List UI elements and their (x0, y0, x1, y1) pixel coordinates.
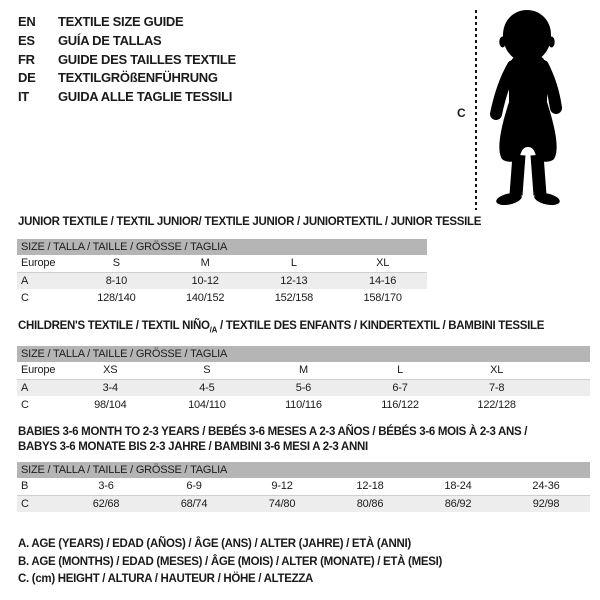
row-label: C (21, 398, 29, 411)
children-title-post: / TEXTILE DES ENFANTS / KINDERTEXTIL / BAMBINI TESSILE (217, 320, 545, 332)
table-cell: 158/170 (363, 291, 402, 304)
size-header-bar: SIZE / TALLA / TAILLE / GRÖSSE / TAGLIA (17, 462, 590, 478)
height-measure-dotted-line (475, 10, 477, 210)
language-row-es (18, 32, 236, 51)
table-cell: S (72, 255, 161, 272)
table-cell: 9-12 (238, 478, 326, 495)
table-cell: 122/128 (477, 398, 516, 411)
table-cell: 12-18 (326, 478, 414, 495)
language-code: ES (18, 32, 35, 48)
table-cell: 104/110 (188, 398, 226, 411)
size-header-bar: SIZE / TALLA / TAILLE / GRÖSSE / TAGLIA (17, 239, 427, 255)
size-header-bar: SIZE / TALLA / TAILLE / GRÖSSE / TAGLIA (17, 346, 590, 362)
table-row (17, 272, 427, 289)
language-row-en (18, 13, 236, 32)
junior-table-title: JUNIOR TEXTILE / TEXTIL JUNIOR/ TEXTILE JUNIOR / JUNIORTEXTIL / JUNIOR TESSILE (18, 216, 482, 228)
table-cell: 6-9 (150, 478, 238, 495)
table-cell: 68/74 (150, 495, 238, 512)
language-title: TEXTILGRÖßENFÜHRUNG (58, 70, 218, 86)
filler-cell (545, 362, 590, 379)
table-cell: 110/116 (285, 398, 322, 411)
language-code: IT (18, 89, 29, 105)
row-label: C (17, 495, 62, 512)
table-cell: 12-13 (250, 272, 339, 289)
filler-cell (545, 379, 590, 396)
table-cell: 24-36 (502, 478, 590, 495)
table-cell: 7-8 (448, 379, 545, 396)
babies-title-line1: BABIES 3-6 MONTH TO 2-3 YEARS / BEBÉS 3-6 MESES A 2-3 AÑOS / BÉBÉS 3-6 MOIS À 2-3 ANS / (18, 426, 528, 438)
language-code: EN (18, 14, 36, 29)
baby-silhouette-icon (482, 9, 574, 211)
table-row (17, 478, 590, 495)
table-cell: 98/104 (94, 398, 127, 411)
table-cell: 18-24 (414, 478, 502, 495)
row-label: B (17, 478, 62, 495)
table-cell: 116/122 (381, 398, 419, 411)
footnote-c: C. (cm) HEIGHT / ALTURA / HAUTEUR / HÖHE / ALTEZZA (18, 573, 314, 586)
table-cell: M (255, 362, 352, 379)
table-cell: XL (448, 362, 545, 379)
language-row-fr (18, 51, 236, 70)
language-code: FR (18, 51, 35, 67)
children-size-table (17, 346, 590, 413)
table-cell: 128/140 (97, 291, 136, 304)
table-cell: 152/158 (274, 291, 314, 304)
table-cell: L (352, 362, 449, 379)
language-row-it (18, 88, 236, 107)
language-title: GUIDE DES TAILLES TEXTILE (58, 51, 236, 67)
table-cell: 3-4 (62, 379, 159, 396)
children-table-title (18, 320, 544, 334)
children-title-pre: CHILDREN'S TEXTILE / TEXTIL NIÑO (18, 320, 210, 332)
height-measure-figure (452, 6, 597, 218)
table-cell: 74/80 (238, 495, 326, 512)
table-row (17, 255, 427, 272)
table-cell: XS (62, 362, 159, 379)
language-title-list (18, 13, 236, 107)
table-cell: 5-6 (255, 379, 352, 396)
table-row (17, 379, 590, 396)
language-code: DE (18, 70, 36, 86)
table-cell: 3-6 (62, 478, 150, 495)
row-label: A (17, 272, 72, 289)
table-row (17, 289, 427, 306)
row-label: A (17, 379, 62, 396)
language-title: GUÍA DE TALLAS (58, 32, 162, 48)
table-cell: 14-16 (338, 272, 427, 289)
row-label: Europe (17, 362, 62, 379)
table-cell: L (250, 255, 339, 272)
filler-cell (545, 396, 590, 413)
height-measure-label: C (457, 106, 466, 120)
row-label: C (21, 291, 29, 304)
table-cell: 92/98 (502, 495, 590, 512)
footnotes (18, 536, 442, 589)
children-title-sub: /A (209, 325, 218, 335)
table-cell: 140/152 (185, 291, 225, 304)
table-row (17, 396, 590, 413)
table-cell: M (161, 255, 250, 272)
table-cell: XL (338, 255, 427, 272)
language-title: TEXTILE SIZE GUIDE (58, 14, 184, 29)
babies-size-table (17, 462, 590, 512)
table-cell: 8-10 (72, 272, 161, 289)
table-cell: 86/92 (414, 495, 502, 512)
language-title: GUIDA ALLE TAGLIE TESSILI (58, 89, 233, 105)
table-cell: 62/68 (62, 495, 150, 512)
junior-size-table (17, 239, 427, 306)
table-cell: 80/86 (326, 495, 414, 512)
footnote-b: B. AGE (MONTHS) / EDAD (MESES) / ÂGE (MOIS) / ALTER (MONATE) / ETÀ (MESI) (18, 555, 443, 568)
table-cell: 4-5 (159, 379, 256, 396)
row-label: Europe (17, 255, 72, 272)
table-cell: S (159, 362, 256, 379)
table-row (17, 362, 590, 379)
footnote-a: A. AGE (YEARS) / EDAD (AÑOS) / ÂGE (ANS) / ALTER (JAHRE) / ETÀ (ANNI) (18, 538, 411, 550)
table-cell: 6-7 (352, 379, 449, 396)
language-row-de (18, 69, 236, 88)
table-row (17, 495, 590, 512)
babies-table-title (18, 425, 527, 455)
table-cell: 10-12 (161, 272, 250, 289)
babies-title-line2: BABYS 3-6 MONATE BIS 2-3 JAHRE / BAMBINI 3-6 MESI A 2-3 ANNI (18, 441, 368, 454)
